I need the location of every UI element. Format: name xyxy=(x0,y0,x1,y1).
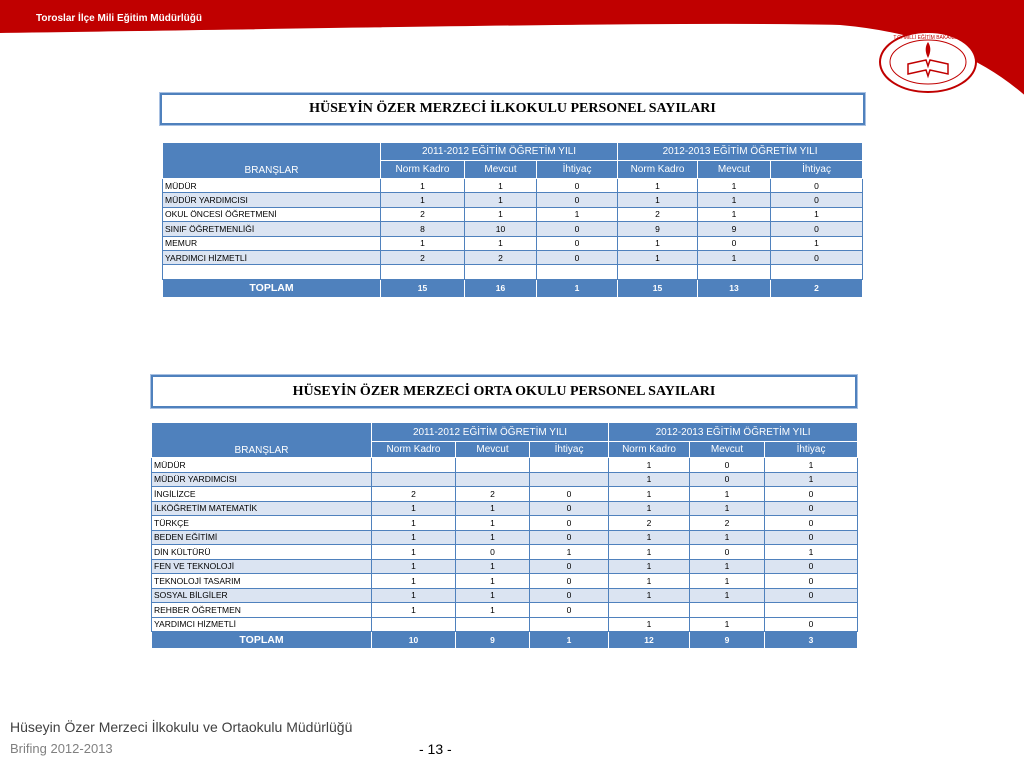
total-cell: 10 xyxy=(372,632,456,649)
cell: 1 xyxy=(698,207,771,221)
cell: 0 xyxy=(765,559,858,574)
cell: 1 xyxy=(698,193,771,207)
table-row xyxy=(163,193,863,207)
table-row xyxy=(163,207,863,221)
branch-name: OKUL ÖNCESİ ÖĞRETMENİ xyxy=(163,207,381,221)
cell: 2 xyxy=(372,487,456,502)
ilkokul-staff-table xyxy=(162,142,863,298)
cell: 0 xyxy=(765,588,858,603)
cell: 1 xyxy=(372,501,456,516)
branch-name: MÜDÜR xyxy=(163,179,381,193)
cell xyxy=(609,603,690,618)
cell: 0 xyxy=(530,574,609,589)
header-banner xyxy=(0,0,1024,100)
cell: 0 xyxy=(698,236,771,250)
cell: 0 xyxy=(771,222,863,236)
cell: 1 xyxy=(690,501,765,516)
cell: 1 xyxy=(537,207,618,221)
branch-name: TÜRKÇE xyxy=(152,516,372,531)
cell: 9 xyxy=(698,222,771,236)
cell xyxy=(456,472,530,487)
table-row xyxy=(152,603,858,618)
branch-name: İNGİLİZCE xyxy=(152,487,372,502)
cell: 1 xyxy=(690,487,765,502)
cell: 1 xyxy=(609,530,690,545)
cell: 2 xyxy=(381,207,465,221)
year1-header: 2011-2012 EĞİTİM ÖĞRETİM YILI xyxy=(372,423,609,442)
cell: 0 xyxy=(765,574,858,589)
footer-briefing-year: Brifing 2012-2013 xyxy=(10,741,113,756)
cell: 1 xyxy=(618,236,698,250)
col-ihtiyac: İhtiyaç xyxy=(530,442,609,458)
cell: 1 xyxy=(609,588,690,603)
cell: 0 xyxy=(765,516,858,531)
table-row xyxy=(163,179,863,193)
cell: 1 xyxy=(690,530,765,545)
total-label: TOPLAM xyxy=(163,279,381,297)
col-ihtiyac: İhtiyaç xyxy=(771,161,863,179)
total-cell: 15 xyxy=(381,279,465,297)
cell: 0 xyxy=(771,193,863,207)
total-cell: 15 xyxy=(618,279,698,297)
ortaokul-title: HÜSEYİN ÖZER MERZECİ ORTA OKULU PERSONEL SAYILARI xyxy=(151,375,857,408)
cell: 0 xyxy=(690,545,765,560)
cell: 1 xyxy=(456,530,530,545)
table-row xyxy=(163,236,863,250)
cell: 0 xyxy=(537,193,618,207)
cell: 2 xyxy=(690,516,765,531)
branch-name: MEMUR xyxy=(163,236,381,250)
cell: 1 xyxy=(465,236,537,250)
table-row xyxy=(152,472,858,487)
cell: 1 xyxy=(690,574,765,589)
cell: 0 xyxy=(530,603,609,618)
footer-school-name: Hüseyin Özer Merzeci İlkokulu ve Ortaokulu Müdürlüğü xyxy=(10,719,353,735)
cell xyxy=(690,603,765,618)
branch-name: MÜDÜR YARDIMCISI xyxy=(163,193,381,207)
cell: 0 xyxy=(530,588,609,603)
branch-name: DİN KÜLTÜRÜ xyxy=(152,545,372,560)
cell xyxy=(530,617,609,632)
year1-header: 2011-2012 EĞİTİM ÖĞRETİM YILI xyxy=(381,143,618,161)
cell: 1 xyxy=(381,236,465,250)
branch-header: BRANŞLAR xyxy=(163,143,381,179)
cell xyxy=(530,472,609,487)
cell: 1 xyxy=(618,193,698,207)
col-mevcut: Mevcut xyxy=(698,161,771,179)
ministry-emblem xyxy=(876,30,980,94)
cell xyxy=(530,458,609,473)
col-mevcut: Mevcut xyxy=(690,442,765,458)
branch-name: BEDEN EĞİTİMİ xyxy=(152,530,372,545)
cell: 1 xyxy=(465,207,537,221)
cell: 1 xyxy=(690,588,765,603)
page-number: - 13 - xyxy=(419,741,452,757)
cell: 1 xyxy=(690,559,765,574)
cell: 1 xyxy=(698,250,771,264)
branch-name: SOSYAL BİLGİLER xyxy=(152,588,372,603)
col-norm-kadro: Norm Kadro xyxy=(372,442,456,458)
cell: 9 xyxy=(618,222,698,236)
cell xyxy=(465,265,537,279)
total-cell: 3 xyxy=(765,632,858,649)
col-norm-kadro: Norm Kadro xyxy=(381,161,465,179)
cell: 0 xyxy=(530,501,609,516)
cell: 1 xyxy=(771,207,863,221)
cell: 0 xyxy=(530,530,609,545)
cell: 0 xyxy=(690,458,765,473)
cell: 0 xyxy=(537,250,618,264)
cell: 2 xyxy=(618,207,698,221)
cell: 1 xyxy=(765,472,858,487)
cell: 1 xyxy=(372,530,456,545)
total-cell: 9 xyxy=(456,632,530,649)
table-row xyxy=(152,545,858,560)
col-norm-kadro: Norm Kadro xyxy=(609,442,690,458)
table-row xyxy=(152,574,858,589)
branch-name: MÜDÜR xyxy=(152,458,372,473)
table-row xyxy=(152,501,858,516)
cell: 1 xyxy=(609,545,690,560)
cell: 1 xyxy=(372,588,456,603)
cell: 1 xyxy=(765,545,858,560)
cell: 0 xyxy=(530,516,609,531)
col-norm-kadro: Norm Kadro xyxy=(618,161,698,179)
cell: 0 xyxy=(765,487,858,502)
year2-header: 2012-2013 EĞİTİM ÖĞRETİM YILI xyxy=(609,423,858,442)
branch-name: MÜDÜR YARDIMCISI xyxy=(152,472,372,487)
cell xyxy=(381,265,465,279)
cell: 10 xyxy=(465,222,537,236)
cell: 1 xyxy=(465,193,537,207)
cell: 1 xyxy=(618,250,698,264)
year2-header: 2012-2013 EĞİTİM ÖĞRETİM YILI xyxy=(618,143,863,161)
total-cell: 1 xyxy=(530,632,609,649)
cell: 0 xyxy=(771,179,863,193)
cell: 1 xyxy=(456,559,530,574)
branch-header: BRANŞLAR xyxy=(152,423,372,458)
cell: 0 xyxy=(537,236,618,250)
cell: 1 xyxy=(771,236,863,250)
cell: 1 xyxy=(456,603,530,618)
cell: 0 xyxy=(456,545,530,560)
cell: 1 xyxy=(690,617,765,632)
table-row xyxy=(152,530,858,545)
cell xyxy=(456,458,530,473)
branch-name: SINIF ÖĞRETMENLİĞİ xyxy=(163,222,381,236)
total-cell: 1 xyxy=(537,279,618,297)
cell: 1 xyxy=(381,179,465,193)
cell: 1 xyxy=(618,179,698,193)
cell: 0 xyxy=(530,559,609,574)
branch-name xyxy=(163,265,381,279)
branch-name: REHBER ÖĞRETMEN xyxy=(152,603,372,618)
branch-name: İLKÖĞRETİM MATEMATİK xyxy=(152,501,372,516)
cell: 2 xyxy=(456,487,530,502)
table-row xyxy=(163,265,863,279)
cell: 1 xyxy=(609,617,690,632)
table-row xyxy=(152,487,858,502)
cell: 2 xyxy=(381,250,465,264)
branch-name: FEN VE TEKNOLOJİ xyxy=(152,559,372,574)
cell: 1 xyxy=(609,472,690,487)
ilkokul-title: HÜSEYİN ÖZER MERZECİ İLKOKULU PERSONEL SAYILARI xyxy=(160,93,865,125)
cell: 1 xyxy=(372,603,456,618)
table-row xyxy=(152,458,858,473)
cell: 1 xyxy=(609,574,690,589)
cell: 1 xyxy=(456,516,530,531)
cell: 1 xyxy=(765,458,858,473)
cell: 1 xyxy=(372,545,456,560)
cell xyxy=(698,265,771,279)
col-mevcut: Mevcut xyxy=(456,442,530,458)
cell: 1 xyxy=(609,487,690,502)
total-cell: 2 xyxy=(771,279,863,297)
cell: 1 xyxy=(372,574,456,589)
cell: 1 xyxy=(609,501,690,516)
total-label: TOPLAM xyxy=(152,632,372,649)
cell: 1 xyxy=(609,559,690,574)
cell xyxy=(372,458,456,473)
cell xyxy=(618,265,698,279)
cell: 1 xyxy=(456,588,530,603)
cell: 1 xyxy=(381,193,465,207)
cell: 2 xyxy=(609,516,690,531)
branch-name: YARDIMCI HİZMETLİ xyxy=(163,250,381,264)
header-title: Toroslar İlçe Mili Eğitim Müdürlüğü xyxy=(36,13,202,24)
cell: 0 xyxy=(765,501,858,516)
cell: 0 xyxy=(690,472,765,487)
cell xyxy=(456,617,530,632)
cell: 1 xyxy=(609,458,690,473)
total-cell: 16 xyxy=(465,279,537,297)
svg-text:T.C. MİLLİ EĞİTİM BAKANLIĞI: T.C. MİLLİ EĞİTİM BAKANLIĞI xyxy=(893,35,963,41)
cell: 0 xyxy=(530,487,609,502)
cell xyxy=(372,472,456,487)
cell: 1 xyxy=(456,574,530,589)
table-row xyxy=(152,516,858,531)
cell: 1 xyxy=(465,179,537,193)
cell: 0 xyxy=(537,222,618,236)
cell: 0 xyxy=(765,617,858,632)
cell: 1 xyxy=(698,179,771,193)
cell: 8 xyxy=(381,222,465,236)
ortaokul-staff-table xyxy=(151,422,858,649)
total-row xyxy=(163,279,863,297)
total-cell: 9 xyxy=(690,632,765,649)
table-row xyxy=(163,250,863,264)
cell: 1 xyxy=(530,545,609,560)
total-cell: 12 xyxy=(609,632,690,649)
total-cell: 13 xyxy=(698,279,771,297)
cell: 0 xyxy=(765,530,858,545)
cell xyxy=(765,603,858,618)
table-row xyxy=(152,617,858,632)
col-ihtiyac: İhtiyaç xyxy=(765,442,858,458)
table-row xyxy=(163,222,863,236)
cell: 1 xyxy=(372,516,456,531)
cell: 1 xyxy=(456,501,530,516)
cell xyxy=(372,617,456,632)
table-row xyxy=(152,588,858,603)
branch-name: YARDIMCI HİZMETLİ xyxy=(152,617,372,632)
cell xyxy=(537,265,618,279)
col-ihtiyac: İhtiyaç xyxy=(537,161,618,179)
col-mevcut: Mevcut xyxy=(465,161,537,179)
cell: 1 xyxy=(372,559,456,574)
table-row xyxy=(152,559,858,574)
total-row xyxy=(152,632,858,649)
cell: 2 xyxy=(465,250,537,264)
branch-name: TEKNOLOJİ TASARIM xyxy=(152,574,372,589)
cell xyxy=(771,265,863,279)
cell: 0 xyxy=(537,179,618,193)
cell: 0 xyxy=(771,250,863,264)
